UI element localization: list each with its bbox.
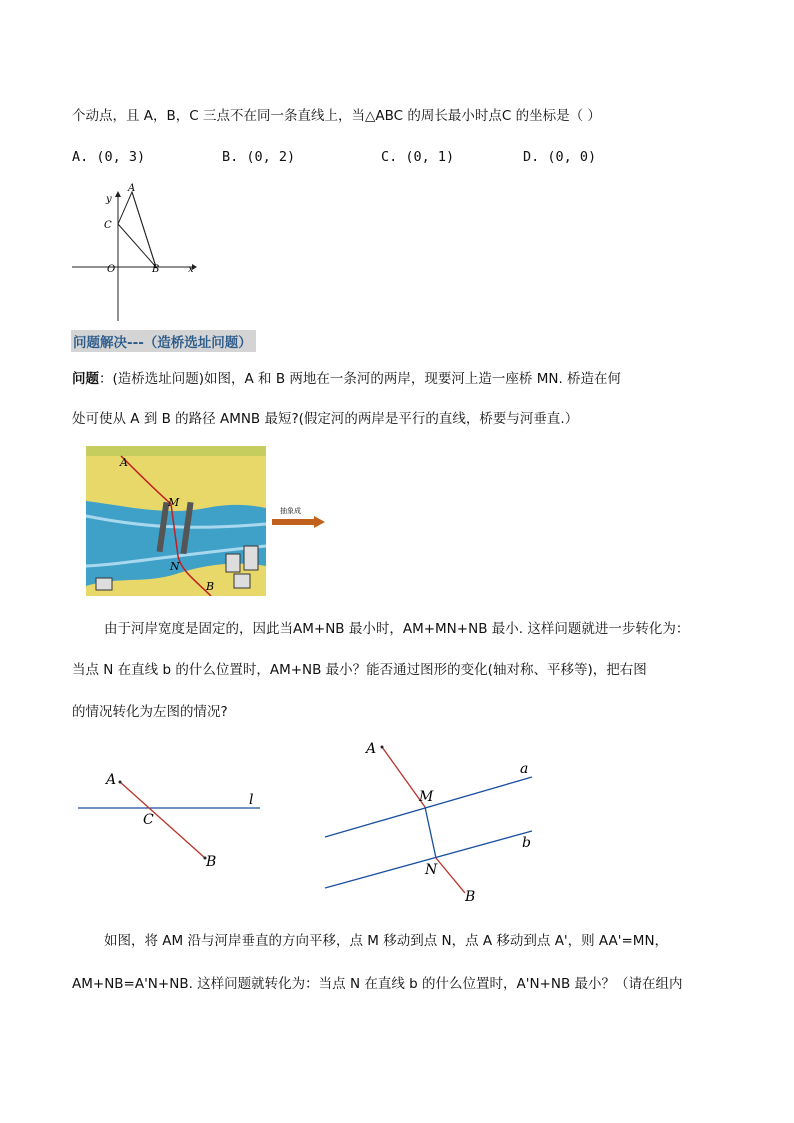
- left-label-b: B: [206, 854, 217, 870]
- x-label: x: [188, 264, 194, 275]
- option-a: [72, 149, 145, 165]
- y-label: y: [106, 194, 112, 205]
- map-label-n: N: [170, 560, 180, 573]
- house-3: [234, 574, 250, 588]
- option-b: [222, 149, 295, 165]
- option-label: B.: [222, 149, 239, 165]
- option-label: D.: [523, 149, 540, 165]
- house-2: [244, 546, 258, 570]
- option-label: A.: [72, 149, 89, 165]
- triangle-abc: [118, 192, 156, 267]
- segment-nb: [436, 858, 465, 893]
- paragraph2-line1: 如图，将 AM 沿与河岸垂直的方向平移，点 M 移动到点 N，点 A 移动到点 A'，则 AA'=MN，: [104, 933, 669, 949]
- origin-label: O: [107, 264, 116, 275]
- segment-ab: [132, 192, 156, 267]
- option-value: (0, 3): [96, 149, 146, 165]
- map-label-m: M: [168, 496, 180, 509]
- right-label-a: A: [366, 741, 377, 757]
- line-a: [325, 777, 532, 837]
- problem-line-2: 处可使从 A 到 B 的路径 AMNB 最短?(假定河的两岸是平行的直线，桥要与河垂直.）: [72, 411, 579, 427]
- option-value: (0, 2): [246, 149, 296, 165]
- option-value: (0, 1): [405, 149, 455, 165]
- problem-text-1: ：(造桥选址问题)如图，A 和 B 两地在一条河的两岸，现要河上造一座桥 MN. 桥造在何: [99, 371, 622, 387]
- line-b: [325, 831, 532, 888]
- left-label-l: l: [249, 792, 254, 808]
- river-map-illustration: [86, 446, 266, 596]
- problem-line-1: [72, 367, 621, 387]
- paragraph2-line2: AM+NB=A'N+NB. 这样问题就转化为：当点 N 在直线 b 的什么位置时，A'N+NB 最小？（请在组内: [72, 976, 683, 992]
- right-label-n: N: [425, 862, 438, 878]
- question-stem: 个动点，且 A，B，C 三点不在同一条直线上，当△ABC 的周长最小时点C 的坐标是（ ）: [72, 108, 601, 124]
- left-figure: [70, 760, 270, 875]
- right-label-line-b: b: [522, 835, 531, 851]
- paragraph1-line1: 由于河岸宽度是固定的，因此当AM+NB 最小时，AM+MN+NB 最小. 这样问题就进一步转化为：: [104, 621, 690, 637]
- abstract-arrow: [272, 516, 326, 528]
- arrow-label: 抽象成: [280, 507, 301, 515]
- problem-label: 问题: [72, 371, 99, 387]
- point-a: [119, 781, 122, 784]
- right-label-b: B: [465, 889, 476, 905]
- house-4: [96, 578, 112, 590]
- option-d: [523, 149, 596, 165]
- point-b-label: B: [152, 264, 160, 275]
- paragraph1-line3: 的情况转化为左图的情况?: [72, 704, 228, 720]
- point-a: [381, 746, 384, 749]
- paragraph1-line2: 当点 N 在直线 b 的什么位置时，AM+NB 最小？能否通过图形的变化(轴对称、平移等)，把右图: [72, 662, 647, 678]
- right-figure: [320, 735, 540, 910]
- house-1: [226, 554, 240, 572]
- right-label-m: M: [419, 789, 434, 805]
- point-a-label: A: [128, 183, 136, 194]
- option-c: [381, 149, 454, 165]
- field-patch: [86, 446, 266, 456]
- left-label-a: A: [106, 772, 117, 788]
- y-axis-arrow-icon: [115, 191, 121, 197]
- option-value: (0, 0): [547, 149, 597, 165]
- arrow-shaft: [272, 519, 314, 525]
- bridge-mn: [425, 807, 436, 858]
- right-label-line-a: a: [520, 761, 529, 777]
- arrow-head-icon: [314, 516, 325, 528]
- map-label-a: A: [120, 456, 128, 469]
- left-label-c: C: [143, 812, 154, 828]
- point-c-label: C: [104, 220, 112, 231]
- map-label-b: B: [206, 580, 215, 593]
- option-label: C.: [381, 149, 398, 165]
- segment-acb: [120, 782, 205, 858]
- coordinate-figure: [68, 180, 203, 322]
- section-heading: 问题解决---（造桥选址问题）: [71, 330, 256, 352]
